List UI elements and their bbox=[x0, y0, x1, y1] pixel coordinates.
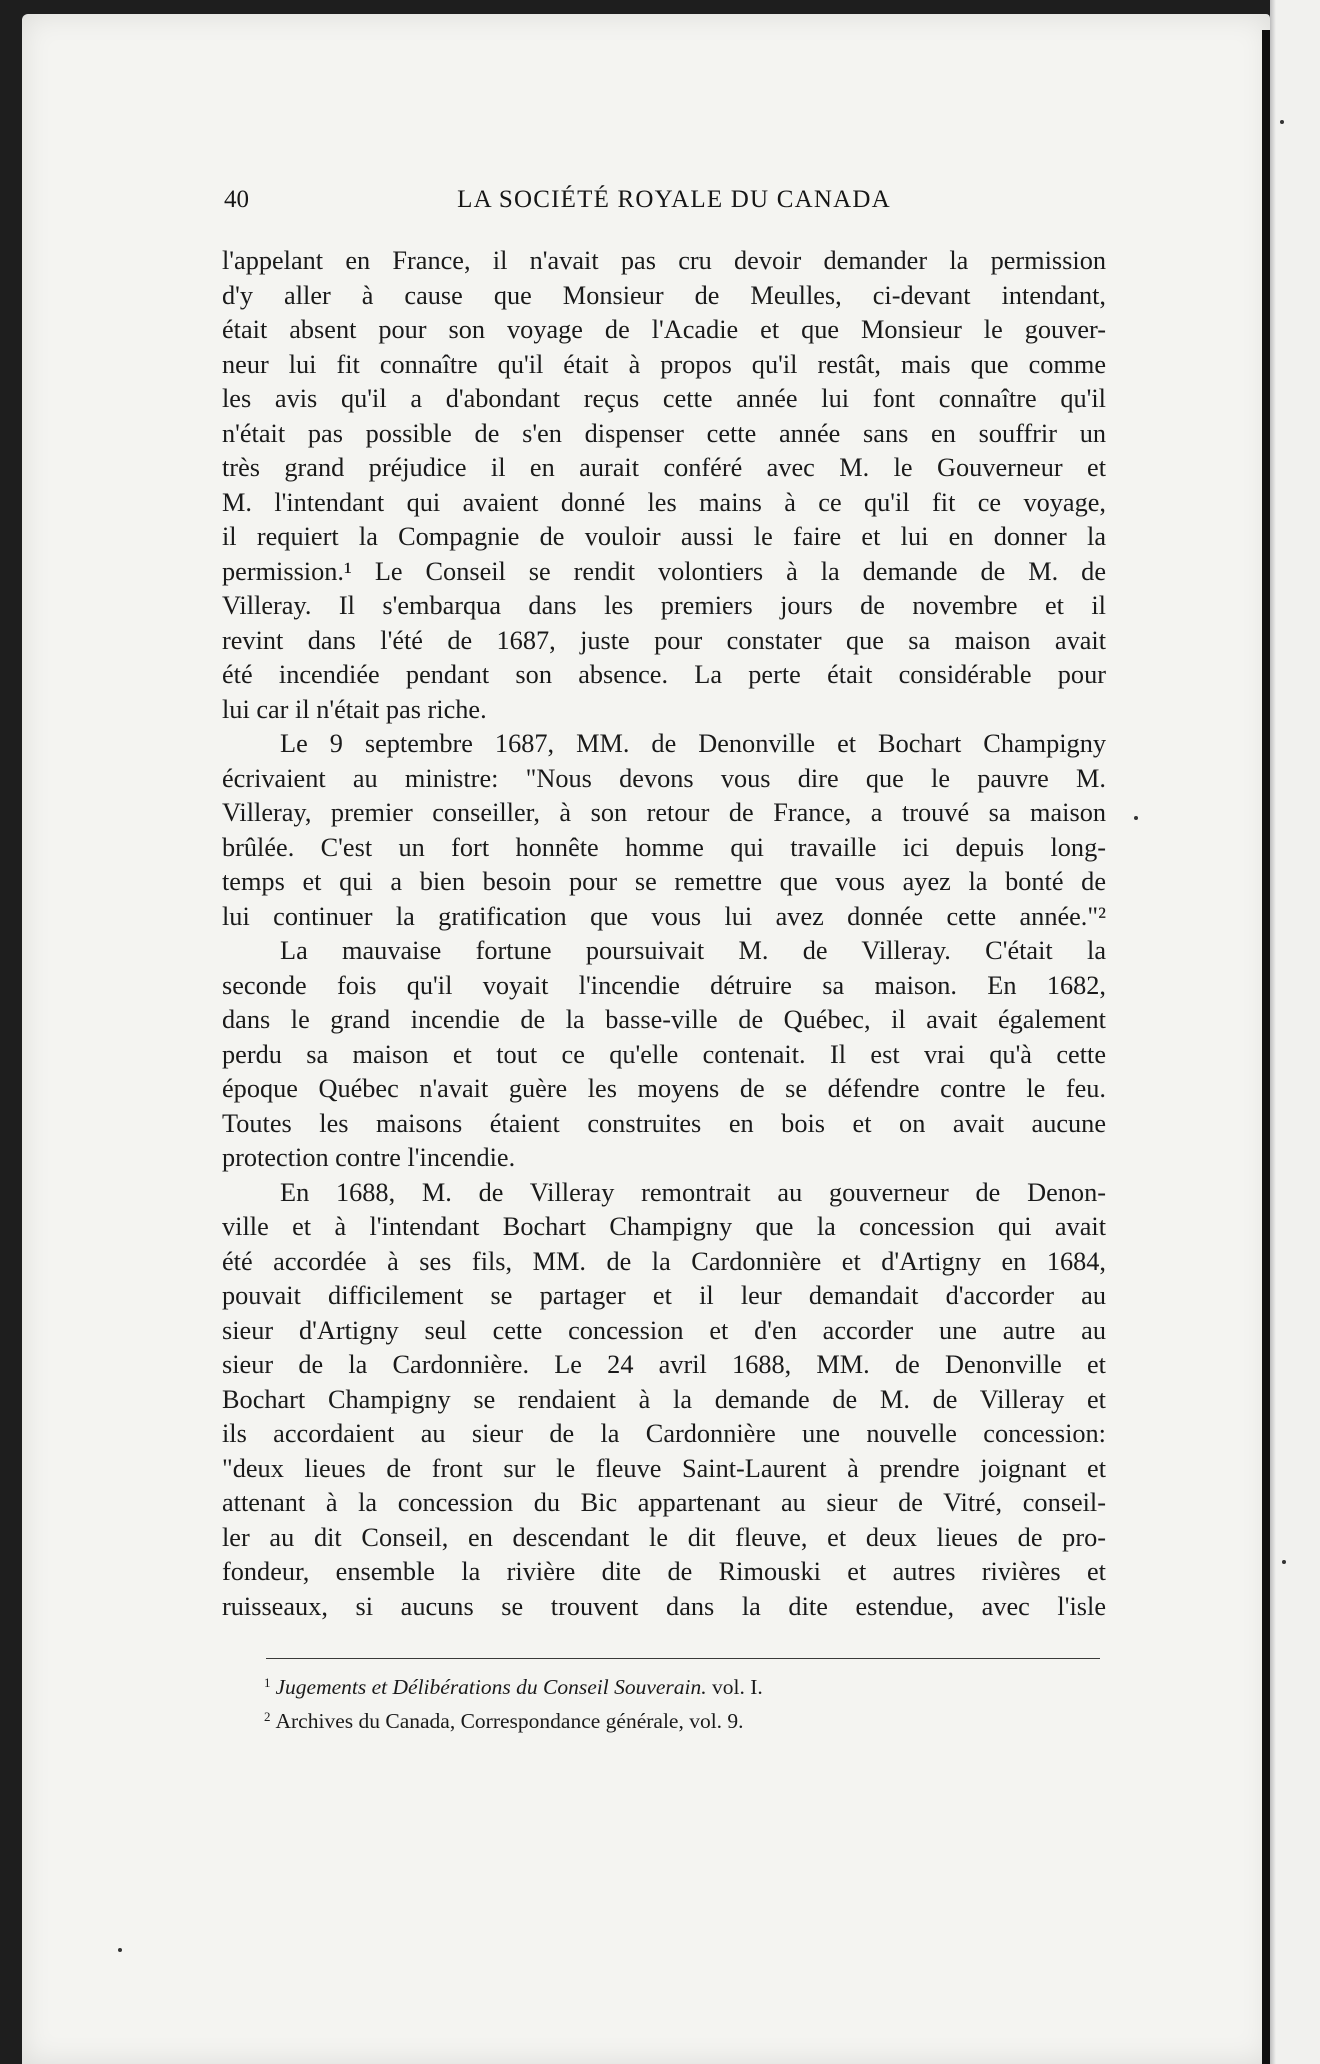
footnote-marker: 2 bbox=[264, 1709, 271, 1724]
text-line: époque Québec n'avait guère les moyens de se défendre contre le feu. bbox=[222, 1074, 1106, 1103]
text-line: ville et à l'intendant Bochart Champigny que la concession qui avait bbox=[222, 1212, 1106, 1241]
text-line: était absent pour son voyage de l'Acadie et que Monsieur le gouver- bbox=[222, 315, 1106, 344]
footnote-source-title: Jugements et Délibérations du Conseil Souverain. bbox=[275, 1675, 707, 1699]
text-line: Bochart Champigny se rendaient à la demande de M. de Villeray et bbox=[222, 1384, 1106, 1414]
footnote-text: Archives du Canada, Correspondance générale, vol. 9. bbox=[275, 1709, 744, 1733]
scan-speck bbox=[1282, 1560, 1286, 1564]
text-line: sieur de la Cardonnière. Le 24 avril 1688, MM. de Denonville et bbox=[222, 1350, 1106, 1379]
text-line: dans le grand incendie de la basse-ville de Québec, il avait également bbox=[222, 1005, 1106, 1034]
adjacent-page-strip bbox=[1270, 0, 1320, 2064]
text-line: revint dans l'été de 1687, juste pour constater que sa maison avait bbox=[222, 625, 1106, 655]
text-line: Villeray. Il s'embarqua dans les premiers jours de novembre et il bbox=[222, 591, 1106, 620]
footnote-1 bbox=[264, 1668, 1104, 1702]
page-number: 40 bbox=[224, 186, 249, 213]
text-line: "deux lieues de front sur le fleuve Saint-Laurent à prendre joignant et bbox=[222, 1453, 1106, 1483]
text-line: l'appelant en France, il n'avait pas cru devoir demander la permission bbox=[222, 246, 1106, 275]
running-head bbox=[224, 186, 1104, 226]
text-line: Toutes les maisons étaient construites en bois et on avait aucune bbox=[222, 1108, 1106, 1138]
footnote-divider bbox=[266, 1658, 1100, 1659]
footnote-text: vol. I. bbox=[706, 1675, 763, 1699]
footnotes bbox=[264, 1668, 1104, 1736]
text-line: ils accordaient au sieur de la Cardonnière une nouvelle concession: bbox=[222, 1419, 1106, 1448]
text-line: La mauvaise fortune poursuivait M. de Villeray. C'était la bbox=[280, 936, 1106, 965]
text-line: attenant à la concession du Bic appartenant au sieur de Vitré, conseil- bbox=[222, 1488, 1106, 1517]
text-line: permission.¹ Le Conseil se rendit volontiers à la demande de M. de bbox=[222, 556, 1106, 586]
text-line: seconde fois qu'il voyait l'incendie détruire sa maison. En 1682, bbox=[222, 970, 1106, 1000]
text-line: ruisseaux, si aucuns se trouvent dans la dite estendue, avec l'isle bbox=[222, 1591, 1106, 1621]
text-line: fondeur, ensemble la rivière dite de Rimouski et autres rivières et bbox=[222, 1557, 1106, 1586]
body-text bbox=[222, 244, 1106, 1624]
text-line: temps et qui a bien besoin pour se remettre que vous ayez la bonté de bbox=[222, 867, 1106, 896]
text-line: neur lui fit connaître qu'il était à propos qu'il restât, mais que comme bbox=[222, 349, 1106, 379]
text-line: Villeray, premier conseiller, à son retour de France, a trouvé sa maison bbox=[222, 798, 1106, 827]
scan-speck bbox=[1280, 120, 1284, 124]
text-line: été incendiée pendant son absence. La perte était considérable pour bbox=[222, 660, 1106, 689]
text-line: très grand préjudice il en aurait conféré avec M. le Gouverneur et bbox=[222, 453, 1106, 482]
scan-speck bbox=[1134, 816, 1138, 820]
text-line: n'était pas possible de s'en dispenser cette année sans en souffrir un bbox=[222, 418, 1106, 448]
text-line: protection contre l'incendie. bbox=[222, 1143, 516, 1172]
text-line: ler au dit Conseil, en descendant le dit fleuve, et deux lieues de pro- bbox=[222, 1522, 1106, 1552]
scan-speck bbox=[118, 1948, 122, 1952]
text-line: il requiert la Compagnie de vouloir aussi le faire et lui en donner la bbox=[222, 522, 1106, 551]
text-line: M. l'intendant qui avaient donné les mains à ce qu'il fit ce voyage, bbox=[222, 487, 1106, 517]
text-line: pouvait difficilement se partager et il leur demandait d'accorder au bbox=[222, 1281, 1106, 1310]
footnote-2 bbox=[264, 1702, 1104, 1736]
text-line: perdu sa maison et tout ce qu'elle contenait. Il est vrai qu'à cette bbox=[222, 1039, 1106, 1069]
text-line: sieur d'Artigny seul cette concession et d'en accorder une autre au bbox=[222, 1315, 1106, 1345]
page-edge-shadow bbox=[1262, 30, 1270, 2064]
text-line: d'y aller à cause que Monsieur de Meulles, ci-devant intendant, bbox=[222, 280, 1106, 310]
text-line: brûlée. C'est un fort honnête homme qui travaille ici depuis long- bbox=[222, 832, 1106, 862]
adjacent-page-shade bbox=[1270, 0, 1276, 2064]
text-line: été accordée à ses fils, MM. de la Cardonnière et d'Artigny en 1684, bbox=[222, 1246, 1106, 1276]
text-line: les avis qu'il a d'abondant reçus cette année lui font connaître qu'il bbox=[222, 384, 1106, 413]
footnote-marker: 1 bbox=[264, 1675, 271, 1690]
text-line: Le 9 septembre 1687, MM. de Denonville et Bochart Champigny bbox=[280, 729, 1106, 758]
text-line: En 1688, M. de Villeray remontrait au gouverneur de Denon- bbox=[280, 1177, 1106, 1207]
text-line: lui continuer la gratification que vous lui avez donnée cette année."² bbox=[222, 901, 1106, 931]
text-line: écrivaient au ministre: "Nous devons vous dire que le pauvre M. bbox=[222, 763, 1106, 793]
journal-title: LA SOCIÉTÉ ROYALE DU CANADA bbox=[457, 186, 891, 213]
text-line: lui car il n'était pas riche. bbox=[222, 694, 487, 724]
